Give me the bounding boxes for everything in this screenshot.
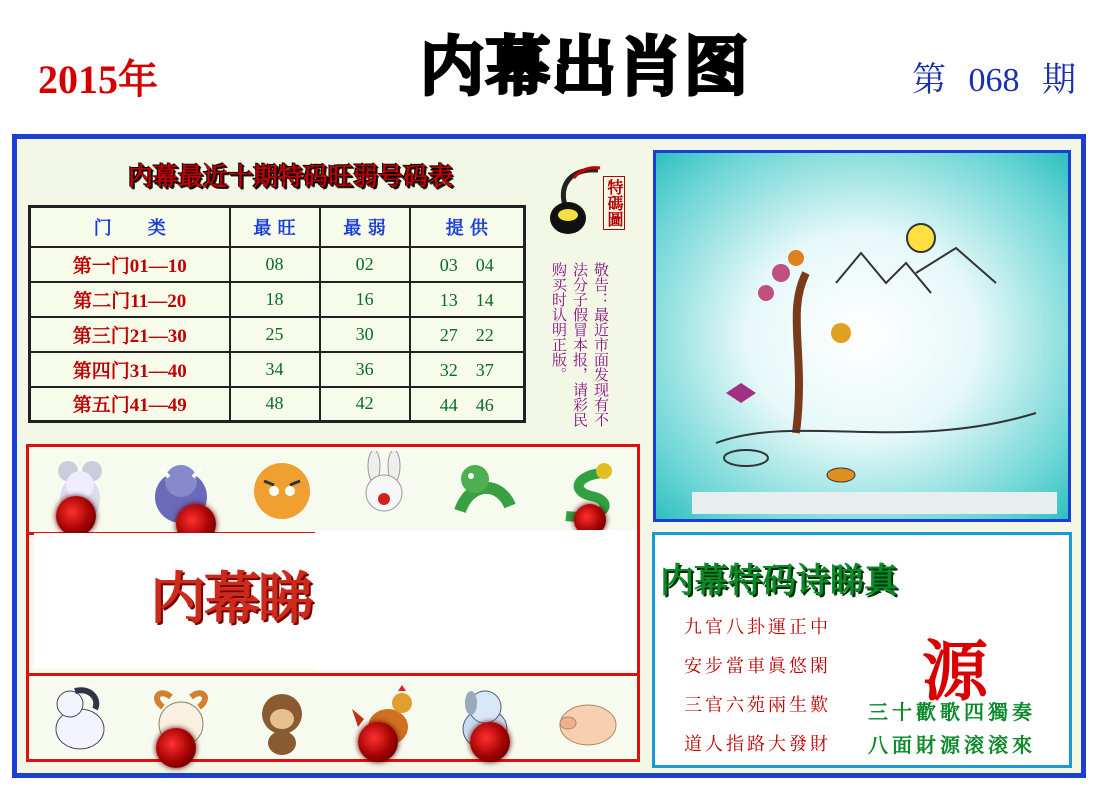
poem-line: 九官八卦運正中 [684, 617, 831, 638]
title-char: 肖 [618, 31, 682, 105]
table-row [30, 282, 525, 317]
weak-value: 02 [320, 247, 410, 282]
title-char: 幕 [486, 31, 550, 105]
weak-value: 16 [320, 282, 410, 317]
middle-panel-right [315, 530, 637, 670]
dragon-icon [445, 451, 525, 531]
provide-value: 44 46 [410, 387, 525, 422]
title-char: 出 [552, 31, 616, 105]
poem-right-line: 三十歡歌四獨奏 [868, 700, 1036, 724]
table-row [30, 352, 525, 387]
strong-value: 48 [230, 387, 320, 422]
zodiac-row-bottom [29, 673, 637, 761]
notice-text: 敬告：最近市面发现有不法分子假冒本报，请彩民购买时认明正版。 [550, 262, 610, 427]
title-char: 内 [420, 31, 484, 105]
source-character: 源 [922, 633, 988, 710]
code-table [28, 205, 526, 423]
provide-value: 27 22 [410, 317, 525, 352]
illustration-panel [653, 150, 1071, 522]
pig-icon [546, 679, 626, 759]
monkey-icon [242, 679, 322, 759]
row-label: 第四门31—40 [30, 352, 230, 387]
strong-value: 34 [230, 352, 320, 387]
column-header: 最 旺 [230, 207, 320, 247]
column-header: 最 弱 [320, 207, 410, 247]
table-header-row [30, 207, 525, 247]
blood-splat-icon [156, 728, 196, 768]
year-label: 2015年 [38, 57, 158, 102]
horse-icon [40, 679, 120, 759]
issue-label [912, 52, 1090, 101]
row-label: 第三门21—30 [30, 317, 230, 352]
table-row [30, 247, 525, 282]
middle-heading: 内幕睇 [150, 567, 312, 632]
title-char: 图 [684, 31, 748, 105]
poem-line: 道人指路大發財 [684, 734, 831, 755]
issue-prefix: 第 [912, 62, 946, 99]
weak-value: 42 [320, 387, 410, 422]
landscape-illustration [656, 153, 1068, 519]
blood-splat-icon [358, 722, 398, 762]
poem-right-lines [868, 696, 1036, 762]
strong-value: 25 [230, 317, 320, 352]
zodiac-row-top [29, 449, 637, 535]
weak-value: 30 [320, 317, 410, 352]
provide-value: 32 37 [410, 352, 525, 387]
provide-value: 13 14 [410, 282, 525, 317]
rabbit-icon [344, 451, 424, 531]
poem-line: 三官六苑兩生歎 [684, 695, 831, 716]
column-header: 提 供 [410, 207, 525, 247]
poem-lines [684, 608, 831, 764]
provide-value: 03 04 [410, 247, 525, 282]
poem-right-line: 八面財源滚滚來 [868, 733, 1036, 757]
strong-value: 18 [230, 282, 320, 317]
row-label: 第二门11—20 [30, 282, 230, 317]
blood-splat-icon [470, 722, 510, 762]
row-label: 第五门41—49 [30, 387, 230, 422]
caption-bar [692, 492, 1057, 514]
issue-suffix: 期 [1042, 62, 1076, 99]
table-row [30, 387, 525, 422]
column-header: 门 类 [30, 207, 230, 247]
weak-value: 36 [320, 352, 410, 387]
row-label: 第一门01—10 [30, 247, 230, 282]
tiger-icon [242, 451, 322, 531]
issue-number: 068 [968, 62, 1020, 99]
table-row [30, 317, 525, 352]
poem-title: 内幕特码诗睇真 [660, 561, 898, 601]
logo-text: 特碼圖 [603, 176, 625, 230]
strong-value: 08 [230, 247, 320, 282]
page-title [420, 28, 748, 108]
poem-line: 安步當車眞悠閑 [684, 656, 831, 677]
blood-splat-icon [56, 496, 96, 536]
table-title: 内幕最近十期特码旺弱号码表 [128, 162, 454, 191]
